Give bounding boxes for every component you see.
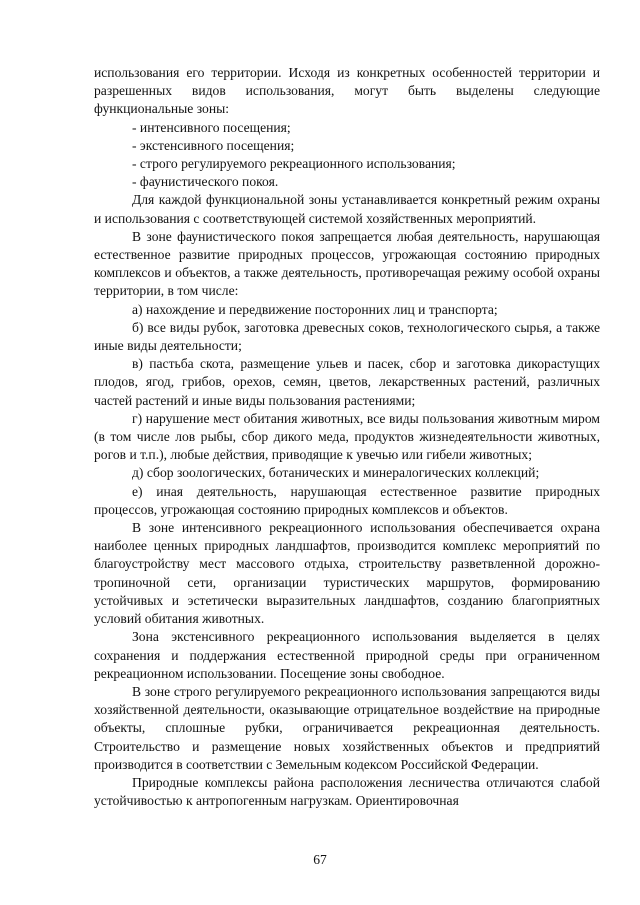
zone-item-faunistic: - фаунистического покоя.: [132, 174, 279, 190]
restriction-item-d: д) сбор зоологических, ботанических и минералогических коллекций;: [132, 465, 540, 481]
restriction-item-b: б) все виды рубок, заготовка древесных соков, технологического сырья, а также иные виды деятельности;: [94, 319, 600, 354]
paragraph-strict-zone: В зоне строго регулируемого рекреационного использования запрещаются виды хозяйственной деятельности, оказывающие отрицательное воздействие на природные объекты, сплошные рубки, ограничивается рекреационная деятельность. Строительство и размещение новых хозяйственных объектов и предприятий производится в соответствии с Земельным кодексом Российской Федерации.: [94, 683, 600, 772]
paragraph-regime: Для каждой функциональной зоны устанавливается конкретный режим охраны и использования с соответствующей системой хозяйственных мероприятий.: [94, 192, 600, 226]
document-page: [94, 64, 600, 810]
paragraph-intro: использования его территории. Исходя из конкретных особенностей территории и разрешенных видов использования, могут быть выделены следующие функциональные зоны:: [94, 65, 600, 117]
paragraph-faunistic-zone: В зоне фаунистического покоя запрещается любая деятельность, нарушающая естественное развитие природных процессов, угрожающая состоянию природных комплексов и объектов, а также деятельность, противоречащая режиму особой охраны территории, в том числе:: [94, 228, 600, 299]
restriction-item-v: в) пастьба скота, размещение ульев и пасек, сбор и заготовка дикорастущих плодов, ягод, грибов, орехов, семян, цветов, лекарственных растений, различных частей растений и иные виды пользования растениями;: [94, 356, 600, 408]
restriction-item-e: е) иная деятельность, нарушающая естественное развитие природных процессов, угрожающая состоянию природных комплексов и объектов.: [94, 483, 600, 517]
restriction-item-a: а) нахождение и передвижение посторонних лиц и транспорта;: [132, 301, 498, 317]
restriction-item-g: г) нарушение мест обитания животных, все виды пользования животным миром (в том числе лов рыбы, сбор дикого меда, продуктов жизнедеятельности животных, рогов и т.п.), любые действия, приводящие к увечью или гибели животных;: [94, 410, 600, 463]
zone-item-strict: - строго регулируемого рекреационного использования;: [132, 156, 456, 172]
page-number: 67: [313, 852, 327, 867]
zone-item-intensive: - интенсивного посещения;: [132, 119, 291, 135]
paragraph-natural-complexes: Природные комплексы района расположения лесничества отличаются слабой устойчивостью к антропогенным нагрузкам. Ориентировочная: [94, 774, 600, 809]
zone-item-extensive: - экстенсивного посещения;: [132, 137, 295, 153]
paragraph-intensive-zone: В зоне интенсивного рекреационного использования обеспечивается охрана наиболее ценных природных ландшафтов, производится комплекс мероприятий по благоустройству мест массового отдыха, строительству разветвленной дорожно-тропиночной сети, организации туристических маршрутов, формированию устойчивых и эстетически выразительных ландшафтов, созданию благоприятных условий обитания животных.: [94, 520, 600, 627]
paragraph-extensive-zone: Зона экстенсивного рекреационного использования выделяется в целях сохранения и поддержания естественной природной среды при ограниченном рекреационном использовании. Посещение зоны свободное.: [94, 629, 600, 681]
